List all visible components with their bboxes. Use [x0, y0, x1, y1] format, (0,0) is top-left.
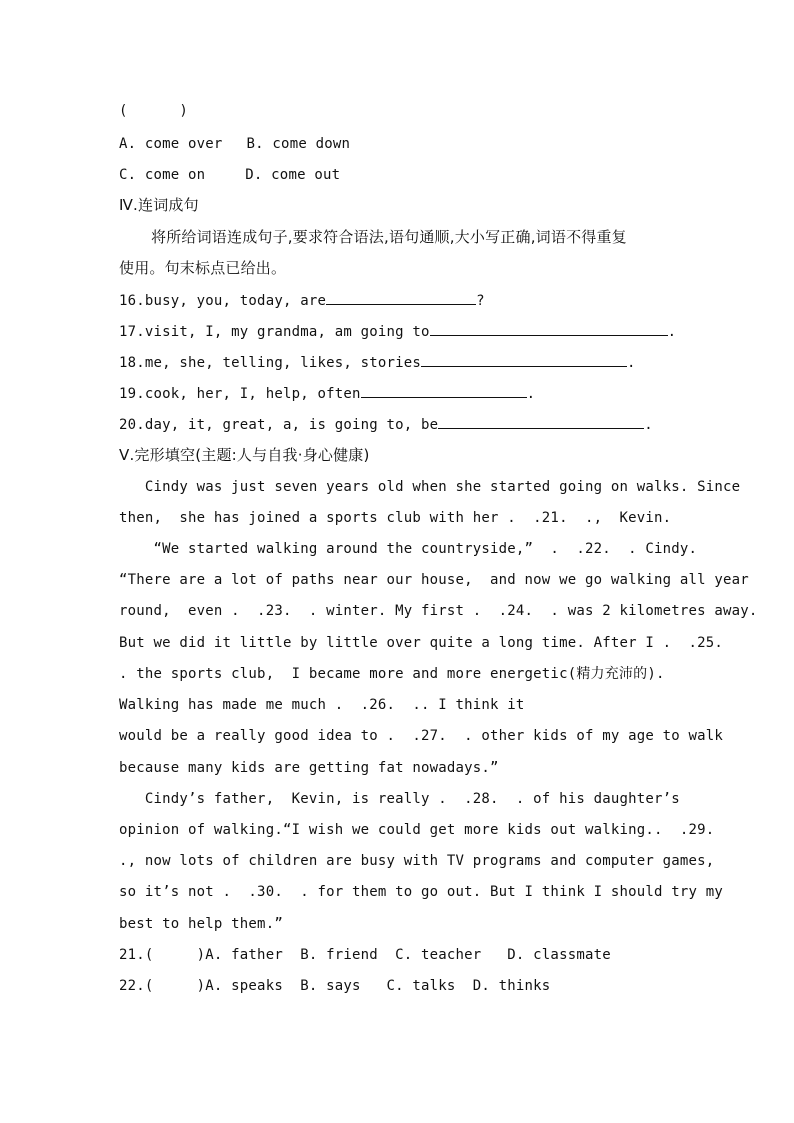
option-a: A. come over B. come down: [119, 136, 351, 152]
answer-blank[interactable]: [326, 290, 476, 305]
passage-line: then, she has joined a sports club with her . .21. ., Kevin.: [119, 510, 672, 526]
question-21[interactable]: 21.( )A. father B. friend C. teacher D. classmate: [119, 947, 611, 963]
passage-line: Walking has made me much . .26. .. I think it: [119, 697, 525, 713]
answer-blank[interactable]: [361, 383, 527, 398]
section-4-instruction: 将所给词语连成句子,要求符合语法,语句通顺,大小写正确,词语不得重复: [151, 228, 627, 246]
answer-paren: ( ): [119, 103, 189, 119]
section-4-instruction-cont: 使用。句末标点已给出。: [119, 259, 287, 277]
item-19: 19.cook, her, I, help, often .: [119, 383, 535, 404]
item-20: 20.day, it, great, a, is going to, be .: [119, 414, 653, 435]
section-4-title: Ⅳ.连词成句: [119, 196, 199, 214]
passage-line: Cindy was just seven years old when she started going on walks. Since: [119, 479, 741, 495]
passage-line: Cindy’s father, Kevin, is really . .28. . of his daughter’s: [119, 791, 680, 807]
passage-line: round, even . .23. . winter. My first . .24. . was 2 kilometres away.: [119, 603, 758, 619]
section-5-title: Ⅴ.完形填空(主题:人与自我·身心健康): [119, 446, 370, 464]
passage-line: “There are a lot of paths near our house, and now we go walking all year: [119, 572, 749, 588]
passage-line: “We started walking around the countryside,” . .22. . Cindy.: [119, 541, 698, 557]
item-18: 18.me, she, telling, likes, stories .: [119, 352, 636, 373]
passage-line: so it’s not . .30. . for them to go out. But I think I should try my: [119, 884, 724, 900]
answer-blank[interactable]: [430, 321, 668, 336]
passage-line: opinion of walking.“I wish we could get more kids out walking.. .29.: [119, 822, 715, 838]
passage-line: would be a really good idea to . .27. . other kids of my age to walk: [119, 728, 724, 744]
answer-blank[interactable]: [421, 352, 627, 367]
passage-line: ., now lots of children are busy with TV programs and computer games,: [119, 853, 715, 869]
passage-line: best to help them.”: [119, 916, 283, 932]
option-b: B. come down: [246, 136, 351, 152]
option-d: D. come out: [245, 167, 341, 183]
answer-blank[interactable]: [438, 414, 644, 429]
passage-line: because many kids are getting fat nowadays.”: [119, 760, 499, 776]
item-16: 16.busy, you, today, are ?: [119, 290, 485, 311]
option-c: C. come on D. come out: [119, 167, 341, 183]
passage-line: But we did it little by little over quite a long time. After I . .25.: [119, 635, 724, 651]
item-17: 17.visit, I, my grandma, am going to .: [119, 321, 676, 342]
passage-line: . the sports club, I became more and more energetic(精力充沛的).: [119, 666, 665, 682]
question-22[interactable]: 22.( )A. speaks B. says C. talks D. thinks: [119, 978, 551, 994]
